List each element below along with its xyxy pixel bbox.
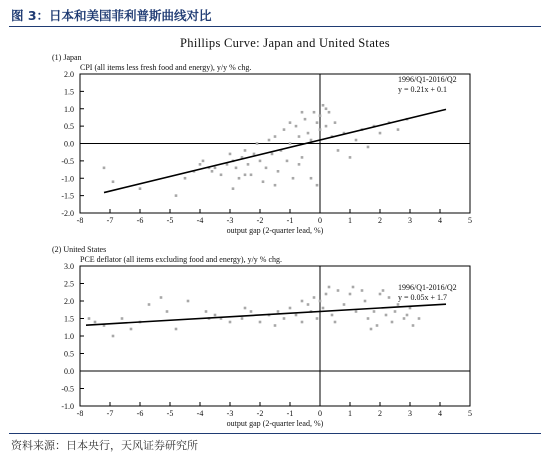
data-point xyxy=(277,170,280,173)
data-point xyxy=(379,132,382,135)
y-tick-label: 2.5 xyxy=(64,279,74,289)
data-point xyxy=(241,317,244,320)
data-point xyxy=(184,177,187,180)
data-point xyxy=(265,167,268,170)
data-point xyxy=(289,142,292,145)
source-note: 资料来源：日本央行，天风证券研究所 xyxy=(11,439,198,452)
data-point xyxy=(325,125,328,128)
data-point xyxy=(322,307,325,310)
regression-annotation: 1996/Q1-2016/Q2 xyxy=(398,283,457,292)
x-tick-label: 4 xyxy=(438,409,442,418)
data-point xyxy=(301,321,304,324)
data-point xyxy=(319,128,322,131)
y-axis-label: PCE deflator (all items excluding food and energy), y/y % chg. xyxy=(80,255,283,264)
data-point xyxy=(274,135,277,138)
data-point xyxy=(343,303,346,306)
x-tick-label: -5 xyxy=(166,216,174,225)
data-point xyxy=(250,310,253,313)
data-point xyxy=(277,310,280,313)
data-point xyxy=(388,296,391,299)
y-tick-label: 1.0 xyxy=(64,104,74,114)
x-tick-label: 3 xyxy=(408,409,412,418)
y-tick-label: -2.0 xyxy=(61,209,74,218)
y-tick-label: 0.0 xyxy=(64,139,74,149)
data-point xyxy=(271,153,274,156)
data-point xyxy=(259,321,262,324)
x-tick-label: -5 xyxy=(166,409,174,418)
data-point xyxy=(349,156,352,159)
data-point xyxy=(250,173,253,176)
x-tick-label: -2 xyxy=(256,409,264,418)
data-point xyxy=(262,180,265,183)
data-point xyxy=(301,111,304,114)
x-tick-label: 0 xyxy=(318,409,322,418)
data-point xyxy=(274,184,277,187)
data-point xyxy=(367,146,370,149)
data-point xyxy=(382,289,385,292)
data-point xyxy=(337,149,340,152)
y-tick-label: 2.0 xyxy=(64,297,74,306)
data-point xyxy=(121,317,124,320)
data-point xyxy=(298,163,301,166)
data-point xyxy=(391,321,394,324)
data-point xyxy=(316,317,319,320)
y-tick-label: -1.5 xyxy=(61,191,74,201)
data-point xyxy=(244,173,247,176)
data-point xyxy=(355,310,358,313)
regression-line xyxy=(104,109,446,192)
data-point xyxy=(112,335,115,338)
y-tick-label: 0.5 xyxy=(64,349,74,359)
data-point xyxy=(397,303,400,306)
data-point xyxy=(403,317,406,320)
data-point xyxy=(334,121,337,124)
data-point xyxy=(292,177,295,180)
x-tick-label: 0 xyxy=(318,216,322,225)
data-point xyxy=(304,118,307,121)
data-point xyxy=(331,314,334,317)
x-tick-label: -6 xyxy=(136,216,144,225)
data-point xyxy=(379,293,382,296)
data-point xyxy=(139,187,142,190)
x-tick-label: 5 xyxy=(468,216,472,225)
x-tick-label: -3 xyxy=(226,216,234,225)
data-point xyxy=(301,300,304,303)
data-point xyxy=(307,132,310,135)
data-point xyxy=(361,289,364,292)
japan-panel xyxy=(52,53,472,235)
data-point xyxy=(313,296,316,299)
x-tick-label: 2 xyxy=(378,216,382,225)
united-states-panel xyxy=(52,245,472,428)
data-point xyxy=(244,307,247,310)
y-tick-label: 0.5 xyxy=(64,122,74,132)
x-tick-label: -4 xyxy=(196,216,204,225)
data-point xyxy=(334,321,337,324)
x-tick-label: -3 xyxy=(226,409,234,418)
data-point xyxy=(289,307,292,310)
x-axis-label: output gap (2-quarter lead, %) xyxy=(226,419,324,428)
y-tick-label: -0.5 xyxy=(61,156,74,166)
x-tick-label: 1 xyxy=(348,216,352,225)
data-point xyxy=(316,184,319,187)
panel-label: (2) United States xyxy=(52,245,107,254)
source-rule xyxy=(9,433,541,434)
data-point xyxy=(283,317,286,320)
panel-label: (1) Japan xyxy=(52,53,82,62)
data-point xyxy=(268,139,271,142)
x-tick-label: -1 xyxy=(286,409,294,418)
data-point xyxy=(214,314,217,317)
data-point xyxy=(325,293,328,296)
data-point xyxy=(298,135,301,138)
x-tick-label: 4 xyxy=(438,216,442,225)
data-point xyxy=(235,167,238,170)
data-point xyxy=(229,153,232,156)
x-tick-label: 1 xyxy=(348,409,352,418)
data-point xyxy=(94,321,97,324)
data-point xyxy=(259,160,262,163)
data-point xyxy=(328,111,331,114)
y-tick-label: 3.0 xyxy=(64,262,74,271)
data-point xyxy=(352,286,355,289)
data-point xyxy=(385,314,388,317)
data-point xyxy=(349,293,352,296)
data-point xyxy=(319,300,322,303)
x-tick-label: 5 xyxy=(468,409,472,418)
x-tick-label: -7 xyxy=(106,409,114,418)
regression-annotation: y = 0.21x + 0.1 xyxy=(398,85,448,94)
data-point xyxy=(364,300,367,303)
figure-title: 图 3：日本和美国菲利普斯曲线对比 xyxy=(11,8,212,23)
data-point xyxy=(289,121,292,124)
data-point xyxy=(103,167,106,170)
data-point xyxy=(313,111,316,114)
data-point xyxy=(274,324,277,327)
y-tick-label: 2.0 xyxy=(64,70,74,79)
data-point xyxy=(238,177,241,180)
data-point xyxy=(232,187,235,190)
y-tick-label: 1.5 xyxy=(64,87,74,97)
data-point xyxy=(130,328,133,331)
data-point xyxy=(205,310,208,313)
data-point xyxy=(373,310,376,313)
data-point xyxy=(307,303,310,306)
x-axis-label: output gap (2-quarter lead, %) xyxy=(226,226,324,235)
data-point xyxy=(322,104,325,107)
data-point xyxy=(166,310,169,313)
data-point xyxy=(88,317,91,320)
data-point xyxy=(376,324,379,327)
data-point xyxy=(199,163,202,166)
data-point xyxy=(397,128,400,131)
data-point xyxy=(112,180,115,183)
y-tick-label: -1.0 xyxy=(61,402,74,411)
data-point xyxy=(295,314,298,317)
data-point xyxy=(214,167,217,170)
y-tick-label: 1.0 xyxy=(64,332,74,341)
x-tick-label: -4 xyxy=(196,409,204,418)
data-point xyxy=(175,328,178,331)
x-tick-label: 3 xyxy=(408,216,412,225)
data-point xyxy=(286,160,289,163)
data-point xyxy=(325,107,328,110)
y-tick-label: 0.0 xyxy=(64,367,74,376)
y-tick-label: -1.0 xyxy=(61,174,74,184)
data-point xyxy=(220,173,223,176)
data-point xyxy=(337,289,340,292)
y-tick-label: 1.5 xyxy=(64,314,74,324)
data-point xyxy=(187,300,190,303)
data-point xyxy=(202,160,205,163)
data-point xyxy=(229,321,232,324)
data-point xyxy=(355,139,358,142)
data-point xyxy=(244,149,247,152)
data-point xyxy=(211,170,214,173)
regression-annotation: 1996/Q1-2016/Q2 xyxy=(398,75,457,84)
data-point xyxy=(295,125,298,128)
data-point xyxy=(394,310,397,313)
x-tick-label: -6 xyxy=(136,409,144,418)
data-point xyxy=(283,128,286,131)
data-point xyxy=(310,177,313,180)
data-point xyxy=(370,328,373,331)
y-tick-label: -0.5 xyxy=(61,384,74,394)
data-point xyxy=(148,303,151,306)
x-tick-label: -2 xyxy=(256,216,264,225)
data-point xyxy=(253,153,256,156)
x-tick-label: -8 xyxy=(76,216,84,225)
x-tick-label: -7 xyxy=(106,216,114,225)
data-point xyxy=(175,194,178,197)
data-point xyxy=(319,114,322,117)
x-tick-label: 2 xyxy=(378,409,382,418)
chart-title: Phillips Curve: Japan and United States xyxy=(180,36,390,50)
data-point xyxy=(256,142,259,145)
regression-annotation: y = 0.05x + 1.7 xyxy=(398,293,448,302)
data-point xyxy=(328,286,331,289)
data-point xyxy=(406,314,409,317)
data-point xyxy=(418,317,421,320)
data-point xyxy=(412,324,415,327)
data-point xyxy=(310,139,313,142)
data-point xyxy=(367,317,370,320)
data-point xyxy=(247,163,250,166)
data-point xyxy=(316,121,319,124)
y-axis-label: CPI (all items less fresh food and energy), y/y % chg. xyxy=(80,63,252,72)
data-point xyxy=(301,156,304,159)
x-tick-label: -8 xyxy=(76,409,84,418)
data-point xyxy=(160,296,163,299)
x-tick-label: -1 xyxy=(286,216,294,225)
